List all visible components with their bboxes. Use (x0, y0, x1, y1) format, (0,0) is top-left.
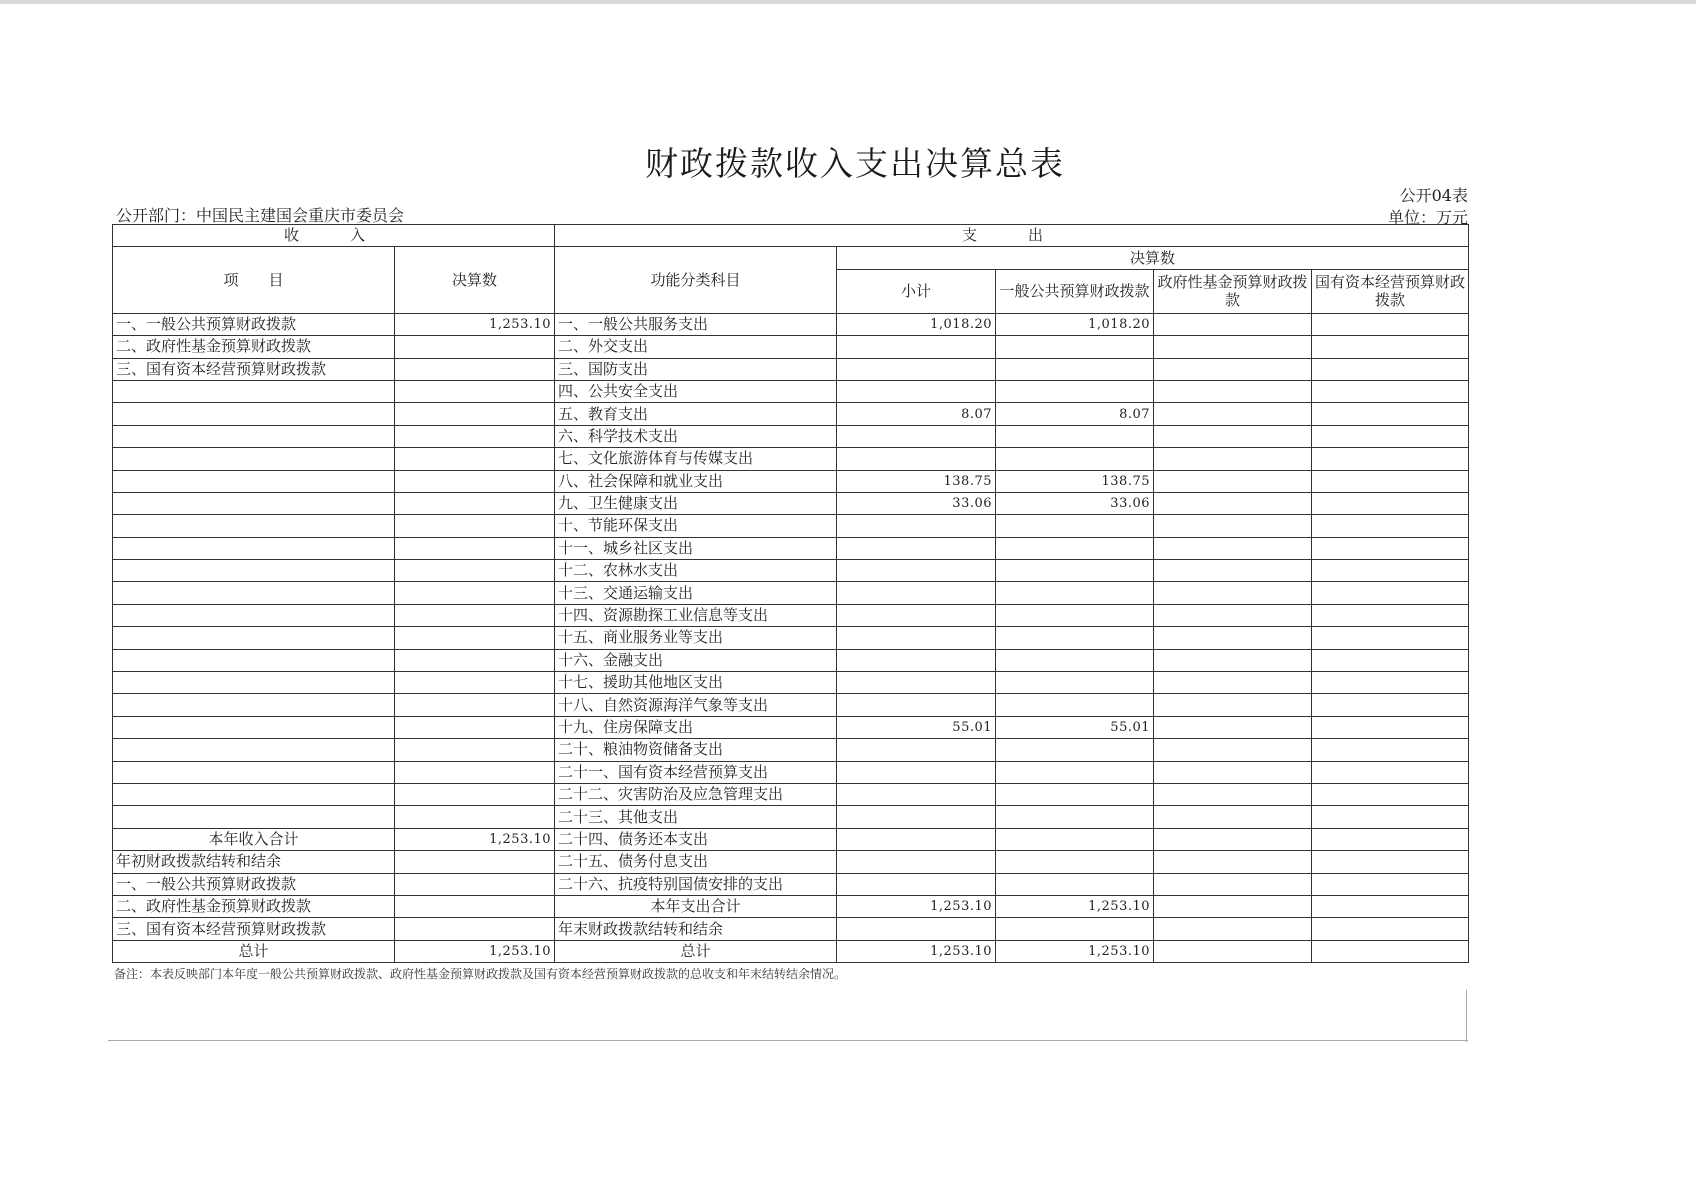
row-amount-cell (395, 560, 555, 582)
row-amount-cell (395, 582, 555, 604)
row-amount-cell: 1,253.10 (395, 828, 555, 850)
row-gov-fund-cell (1154, 940, 1312, 962)
table-row (113, 448, 1469, 470)
table-row (113, 336, 1469, 358)
row-state-capital-cell (1312, 627, 1469, 649)
row-func-cell: 二十一、国有资本经营预算支出 (555, 761, 837, 783)
row-subtotal-cell (837, 380, 996, 402)
row-item-cell (113, 403, 395, 425)
table-row (113, 761, 1469, 783)
row-gov-fund-cell (1154, 716, 1312, 738)
row-item-cell (113, 783, 395, 805)
row-func-cell: 十八、自然资源海洋气象等支出 (555, 694, 837, 716)
row-general-budget-cell (996, 761, 1154, 783)
row-gov-fund-cell (1154, 604, 1312, 626)
row-general-budget-cell (996, 604, 1154, 626)
row-gov-fund-cell (1154, 537, 1312, 559)
row-state-capital-cell (1312, 806, 1469, 828)
row-gov-fund-cell (1154, 515, 1312, 537)
table-row (113, 560, 1469, 582)
row-state-capital-cell (1312, 560, 1469, 582)
row-func-cell: 十五、商业服务业等支出 (555, 627, 837, 649)
row-state-capital-cell (1312, 403, 1469, 425)
header-expense: 支 出 (555, 225, 1469, 247)
row-gov-fund-cell (1154, 895, 1312, 917)
row-state-capital-cell (1312, 783, 1469, 805)
row-general-budget-cell: 33.06 (996, 492, 1154, 514)
row-gov-fund-cell (1154, 470, 1312, 492)
row-amount-cell (395, 649, 555, 671)
row-general-budget-cell (996, 918, 1154, 940)
header-final-amount: 决算数 (395, 247, 555, 313)
row-gov-fund-cell (1154, 806, 1312, 828)
row-subtotal-cell (837, 828, 996, 850)
header-func-class: 功能分类科目 (555, 247, 837, 313)
row-general-budget-cell (996, 560, 1154, 582)
row-gov-fund-cell (1154, 918, 1312, 940)
row-general-budget-cell: 1,253.10 (996, 895, 1154, 917)
row-item-cell (113, 649, 395, 671)
row-func-cell: 二十六、抗疫特别国债安排的支出 (555, 873, 837, 895)
row-func-cell: 十一、城乡社区支出 (555, 537, 837, 559)
row-state-capital-cell (1312, 515, 1469, 537)
row-general-budget-cell (996, 627, 1154, 649)
row-amount-cell: 1,253.10 (395, 313, 555, 335)
row-state-capital-cell (1312, 537, 1469, 559)
table-row (113, 627, 1469, 649)
table-row (113, 604, 1469, 626)
row-amount-cell (395, 806, 555, 828)
table-row (113, 672, 1469, 694)
row-func-cell: 二十五、债务付息支出 (555, 851, 837, 873)
table-row (113, 425, 1469, 447)
row-gov-fund-cell (1154, 672, 1312, 694)
row-subtotal-cell: 8.07 (837, 403, 996, 425)
table-row (113, 828, 1469, 850)
row-subtotal-cell (837, 515, 996, 537)
row-func-cell: 十三、交通运输支出 (555, 582, 837, 604)
row-item-cell (113, 739, 395, 761)
row-amount-cell (395, 425, 555, 447)
row-func-cell: 二十四、债务还本支出 (555, 828, 837, 850)
row-amount-cell (395, 739, 555, 761)
row-item-cell: 本年收入合计 (113, 828, 395, 850)
row-subtotal-cell: 1,253.10 (837, 895, 996, 917)
row-subtotal-cell (837, 783, 996, 805)
row-func-cell: 五、教育支出 (555, 403, 837, 425)
row-amount-cell (395, 918, 555, 940)
row-item-cell: 三、国有资本经营预算财政拨款 (113, 358, 395, 380)
table-row (113, 783, 1469, 805)
row-item-cell (113, 582, 395, 604)
row-general-budget-cell (996, 537, 1154, 559)
row-amount-cell (395, 515, 555, 537)
row-general-budget-cell (996, 873, 1154, 895)
row-gov-fund-cell (1154, 380, 1312, 402)
row-general-budget-cell (996, 828, 1154, 850)
page-title: 财政拨款收入支出决算总表 (645, 144, 1065, 183)
row-general-budget-cell: 8.07 (996, 403, 1154, 425)
row-item-cell (113, 448, 395, 470)
row-general-budget-cell (996, 783, 1154, 805)
row-amount-cell: 1,253.10 (395, 940, 555, 962)
row-func-cell: 一、一般公共服务支出 (555, 313, 837, 335)
row-item-cell: 一、一般公共预算财政拨款 (113, 313, 395, 335)
row-item-cell (113, 694, 395, 716)
table-row (113, 313, 1469, 335)
row-state-capital-cell (1312, 313, 1469, 335)
row-subtotal-cell (837, 582, 996, 604)
row-subtotal-cell (837, 336, 996, 358)
row-func-cell: 二十二、灾害防治及应急管理支出 (555, 783, 837, 805)
row-subtotal-cell (837, 358, 996, 380)
row-subtotal-cell (837, 806, 996, 828)
table-row (113, 403, 1469, 425)
row-subtotal-cell: 55.01 (837, 716, 996, 738)
table-row (113, 940, 1469, 962)
row-gov-fund-cell (1154, 627, 1312, 649)
row-subtotal-cell (837, 604, 996, 626)
row-state-capital-cell (1312, 492, 1469, 514)
row-subtotal-cell (837, 537, 996, 559)
financial-table (112, 224, 1469, 963)
row-general-budget-cell (996, 739, 1154, 761)
row-gov-fund-cell (1154, 851, 1312, 873)
row-state-capital-cell (1312, 918, 1469, 940)
row-gov-fund-cell (1154, 403, 1312, 425)
table-row (113, 582, 1469, 604)
table-row (113, 895, 1469, 917)
row-subtotal-cell (837, 739, 996, 761)
scan-artifact-line (1466, 990, 1467, 1042)
row-item-cell: 三、国有资本经营预算财政拨款 (113, 918, 395, 940)
scan-top-edge (0, 0, 1696, 4)
row-func-cell: 年末财政拨款结转和结余 (555, 918, 837, 940)
row-state-capital-cell (1312, 716, 1469, 738)
row-item-cell (113, 672, 395, 694)
header-item: 项 目 (113, 247, 395, 313)
row-general-budget-cell: 1,018.20 (996, 313, 1154, 335)
row-gov-fund-cell (1154, 313, 1312, 335)
row-state-capital-cell (1312, 582, 1469, 604)
row-general-budget-cell (996, 851, 1154, 873)
table-row (113, 851, 1469, 873)
row-func-cell: 总计 (555, 940, 837, 962)
row-amount-cell (395, 694, 555, 716)
header-general-budget: 一般公共预算财政拨款 (996, 269, 1154, 313)
row-subtotal-cell (837, 761, 996, 783)
row-state-capital-cell (1312, 873, 1469, 895)
table-row (113, 739, 1469, 761)
table-row (113, 470, 1469, 492)
header-income: 收 入 (113, 225, 555, 247)
row-item-cell (113, 806, 395, 828)
row-amount-cell (395, 537, 555, 559)
row-gov-fund-cell (1154, 649, 1312, 671)
row-item-cell: 二、政府性基金预算财政拨款 (113, 336, 395, 358)
row-general-budget-cell (996, 336, 1154, 358)
row-subtotal-cell: 1,018.20 (837, 313, 996, 335)
table-row (113, 492, 1469, 514)
row-state-capital-cell (1312, 604, 1469, 626)
row-amount-cell (395, 895, 555, 917)
row-subtotal-cell (837, 851, 996, 873)
row-subtotal-cell: 33.06 (837, 492, 996, 514)
table-row (113, 537, 1469, 559)
header-subtotal: 小计 (837, 269, 996, 313)
row-gov-fund-cell (1154, 694, 1312, 716)
row-general-budget-cell (996, 358, 1154, 380)
row-item-cell (113, 425, 395, 447)
row-item-cell (113, 716, 395, 738)
row-general-budget-cell (996, 448, 1154, 470)
scan-artifact-line (108, 1040, 1468, 1041)
row-item-cell (113, 537, 395, 559)
row-item-cell: 一、一般公共预算财政拨款 (113, 873, 395, 895)
table-body (113, 313, 1469, 962)
row-gov-fund-cell (1154, 873, 1312, 895)
row-state-capital-cell (1312, 336, 1469, 358)
row-state-capital-cell (1312, 739, 1469, 761)
row-amount-cell (395, 783, 555, 805)
row-amount-cell (395, 873, 555, 895)
table-row (113, 873, 1469, 895)
row-func-cell: 二十三、其他支出 (555, 806, 837, 828)
row-amount-cell (395, 358, 555, 380)
row-general-budget-cell (996, 672, 1154, 694)
row-amount-cell (395, 604, 555, 626)
department-label: 公开部门：中国民主建国会重庆市委员会 (116, 206, 405, 225)
row-general-budget-cell: 138.75 (996, 470, 1154, 492)
row-gov-fund-cell (1154, 739, 1312, 761)
row-state-capital-cell (1312, 761, 1469, 783)
row-general-budget-cell (996, 515, 1154, 537)
row-func-cell: 六、科学技术支出 (555, 425, 837, 447)
row-general-budget-cell: 55.01 (996, 716, 1154, 738)
row-amount-cell (395, 851, 555, 873)
row-func-cell: 十、节能环保支出 (555, 515, 837, 537)
row-state-capital-cell (1312, 672, 1469, 694)
footnote: 备注：本表反映部门本年度一般公共预算财政拨款、政府性基金预算财政拨款及国有资本经营预算财政拨款的总收支和年末结转结余情况。 (114, 967, 847, 981)
row-state-capital-cell (1312, 425, 1469, 447)
row-state-capital-cell (1312, 895, 1469, 917)
row-general-budget-cell (996, 425, 1154, 447)
row-state-capital-cell (1312, 380, 1469, 402)
row-gov-fund-cell (1154, 761, 1312, 783)
row-amount-cell (395, 403, 555, 425)
row-subtotal-cell (837, 448, 996, 470)
row-func-cell: 四、公共安全支出 (555, 380, 837, 402)
row-func-cell: 八、社会保障和就业支出 (555, 470, 837, 492)
row-item-cell: 总计 (113, 940, 395, 962)
row-item-cell (113, 604, 395, 626)
row-func-cell: 十二、农林水支出 (555, 560, 837, 582)
row-func-cell: 本年支出合计 (555, 895, 837, 917)
row-state-capital-cell (1312, 470, 1469, 492)
row-state-capital-cell (1312, 448, 1469, 470)
row-gov-fund-cell (1154, 358, 1312, 380)
row-subtotal-cell (837, 918, 996, 940)
table-row (113, 694, 1469, 716)
row-func-cell: 十四、资源勘探工业信息等支出 (555, 604, 837, 626)
row-item-cell (113, 560, 395, 582)
table-row (113, 716, 1469, 738)
table-row (113, 380, 1469, 402)
row-subtotal-cell (837, 627, 996, 649)
row-state-capital-cell (1312, 940, 1469, 962)
row-gov-fund-cell (1154, 425, 1312, 447)
row-gov-fund-cell (1154, 448, 1312, 470)
row-amount-cell (395, 380, 555, 402)
row-amount-cell (395, 492, 555, 514)
row-item-cell (113, 515, 395, 537)
row-gov-fund-cell (1154, 560, 1312, 582)
row-state-capital-cell (1312, 828, 1469, 850)
row-general-budget-cell (996, 806, 1154, 828)
row-func-cell: 十七、援助其他地区支出 (555, 672, 837, 694)
table-row (113, 358, 1469, 380)
row-item-cell: 二、政府性基金预算财政拨款 (113, 895, 395, 917)
row-general-budget-cell (996, 694, 1154, 716)
row-amount-cell (395, 627, 555, 649)
row-state-capital-cell (1312, 649, 1469, 671)
unit-label: 单位：万元 (1387, 208, 1468, 227)
row-func-cell: 九、卫生健康支出 (555, 492, 837, 514)
row-subtotal-cell (837, 560, 996, 582)
row-subtotal-cell (837, 649, 996, 671)
row-general-budget-cell (996, 649, 1154, 671)
table-row (113, 649, 1469, 671)
table-row (113, 515, 1469, 537)
header-final-amount-group: 决算数 (837, 247, 1469, 269)
row-subtotal-cell (837, 672, 996, 694)
form-code: 公开04表 (1399, 186, 1468, 205)
row-func-cell: 七、文化旅游体育与传媒支出 (555, 448, 837, 470)
row-gov-fund-cell (1154, 336, 1312, 358)
row-subtotal-cell: 1,253.10 (837, 940, 996, 962)
row-item-cell: 年初财政拨款结转和结余 (113, 851, 395, 873)
row-amount-cell (395, 761, 555, 783)
row-item-cell (113, 470, 395, 492)
row-subtotal-cell: 138.75 (837, 470, 996, 492)
row-amount-cell (395, 448, 555, 470)
row-func-cell: 十九、住房保障支出 (555, 716, 837, 738)
row-func-cell: 十六、金融支出 (555, 649, 837, 671)
row-func-cell: 三、国防支出 (555, 358, 837, 380)
row-state-capital-cell (1312, 851, 1469, 873)
row-state-capital-cell (1312, 358, 1469, 380)
row-item-cell (113, 380, 395, 402)
row-item-cell (113, 627, 395, 649)
row-amount-cell (395, 336, 555, 358)
row-amount-cell (395, 716, 555, 738)
table-row (113, 806, 1469, 828)
row-func-cell: 二、外交支出 (555, 336, 837, 358)
row-amount-cell (395, 470, 555, 492)
row-subtotal-cell (837, 425, 996, 447)
row-item-cell (113, 492, 395, 514)
row-gov-fund-cell (1154, 783, 1312, 805)
row-general-budget-cell (996, 380, 1154, 402)
row-gov-fund-cell (1154, 582, 1312, 604)
row-subtotal-cell (837, 873, 996, 895)
row-state-capital-cell (1312, 694, 1469, 716)
row-gov-fund-cell (1154, 492, 1312, 514)
header-state-capital: 国有资本经营预算财政拨款 (1312, 269, 1469, 313)
row-item-cell (113, 761, 395, 783)
row-general-budget-cell: 1,253.10 (996, 940, 1154, 962)
header-gov-fund: 政府性基金预算财政拨款 (1154, 269, 1312, 313)
row-amount-cell (395, 672, 555, 694)
row-subtotal-cell (837, 694, 996, 716)
row-gov-fund-cell (1154, 828, 1312, 850)
row-func-cell: 二十、粮油物资储备支出 (555, 739, 837, 761)
table-row (113, 918, 1469, 940)
row-general-budget-cell (996, 582, 1154, 604)
